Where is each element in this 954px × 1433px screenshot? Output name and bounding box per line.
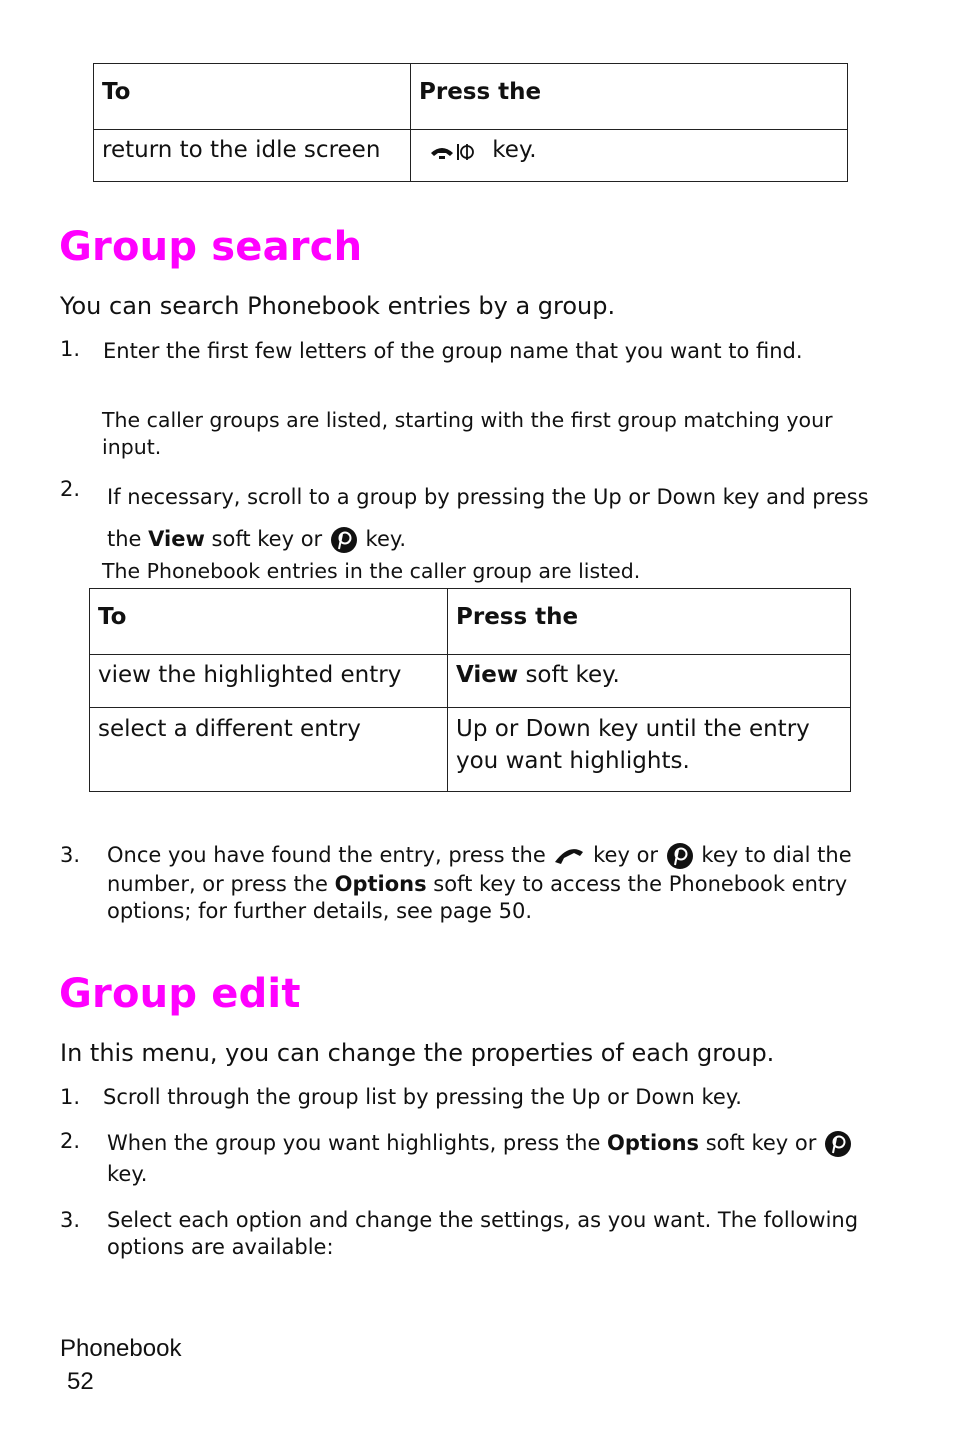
step-note: The Phonebook entries in the caller group are listed. xyxy=(102,559,641,583)
step-number: 3. xyxy=(60,1208,81,1232)
ok-key-icon xyxy=(823,1129,853,1159)
table-cell-action: view the highlighted entry xyxy=(90,655,448,708)
key-table-top xyxy=(93,63,848,182)
section-intro: In this menu, you can change the properties of each group. xyxy=(60,1039,775,1067)
section-title-group-edit: Group edit xyxy=(59,971,301,1017)
table-header-press: Press the xyxy=(448,589,851,655)
step-number: 1. xyxy=(60,1085,81,1109)
table-cell-key: Up or Down key until the entry you want highlights. xyxy=(448,708,851,792)
table-cell-key: View soft key. xyxy=(448,655,851,708)
step-text: Enter the first few letters of the group name that you want to find. xyxy=(103,339,803,363)
footer-section-name: Phonebook xyxy=(60,1335,182,1362)
step-text: When the group you want highlights, press the Options soft key or key. xyxy=(107,1128,887,1190)
end-call-power-key-icon xyxy=(427,140,485,162)
table-cell-action: select a different entry xyxy=(90,708,448,792)
step-number: 1. xyxy=(60,337,81,361)
ok-key-icon xyxy=(329,525,359,555)
step-text: Scroll through the group list by pressing the Up or Down key. xyxy=(103,1085,742,1109)
step-text: Select each option and change the settings, as you want. The following options are available: xyxy=(107,1208,859,1259)
table-header-press: Press the xyxy=(411,64,848,130)
section-title-group-search: Group search xyxy=(59,224,363,270)
step-number: 2. xyxy=(60,1129,81,1153)
step-note: The caller groups are listed, starting with the first group matching your input. xyxy=(102,408,833,459)
step-number: 3. xyxy=(60,843,81,867)
table-cell-action: return to the idle screen xyxy=(94,130,411,182)
page-number: 52 xyxy=(67,1368,94,1395)
page-footer xyxy=(60,1332,181,1398)
table-header-to: To xyxy=(94,64,411,130)
ok-key-icon xyxy=(665,841,695,871)
section-intro: You can search Phonebook entries by a group. xyxy=(60,292,616,320)
send-call-key-icon xyxy=(552,845,586,867)
step-text: Once you have found the entry, press the key or key to dial the number, or press the Options soft key to access the Phonebook entry options; for further details, see page 50. xyxy=(107,843,852,923)
table-cell-key: key. xyxy=(411,130,848,182)
step-number: 2. xyxy=(60,477,81,501)
step-text: If necessary, scroll to a group by pressing the Up or Down key and press the View soft key or key. xyxy=(107,476,877,560)
key-table-group-search xyxy=(89,588,851,792)
table-header-to: To xyxy=(90,589,448,655)
